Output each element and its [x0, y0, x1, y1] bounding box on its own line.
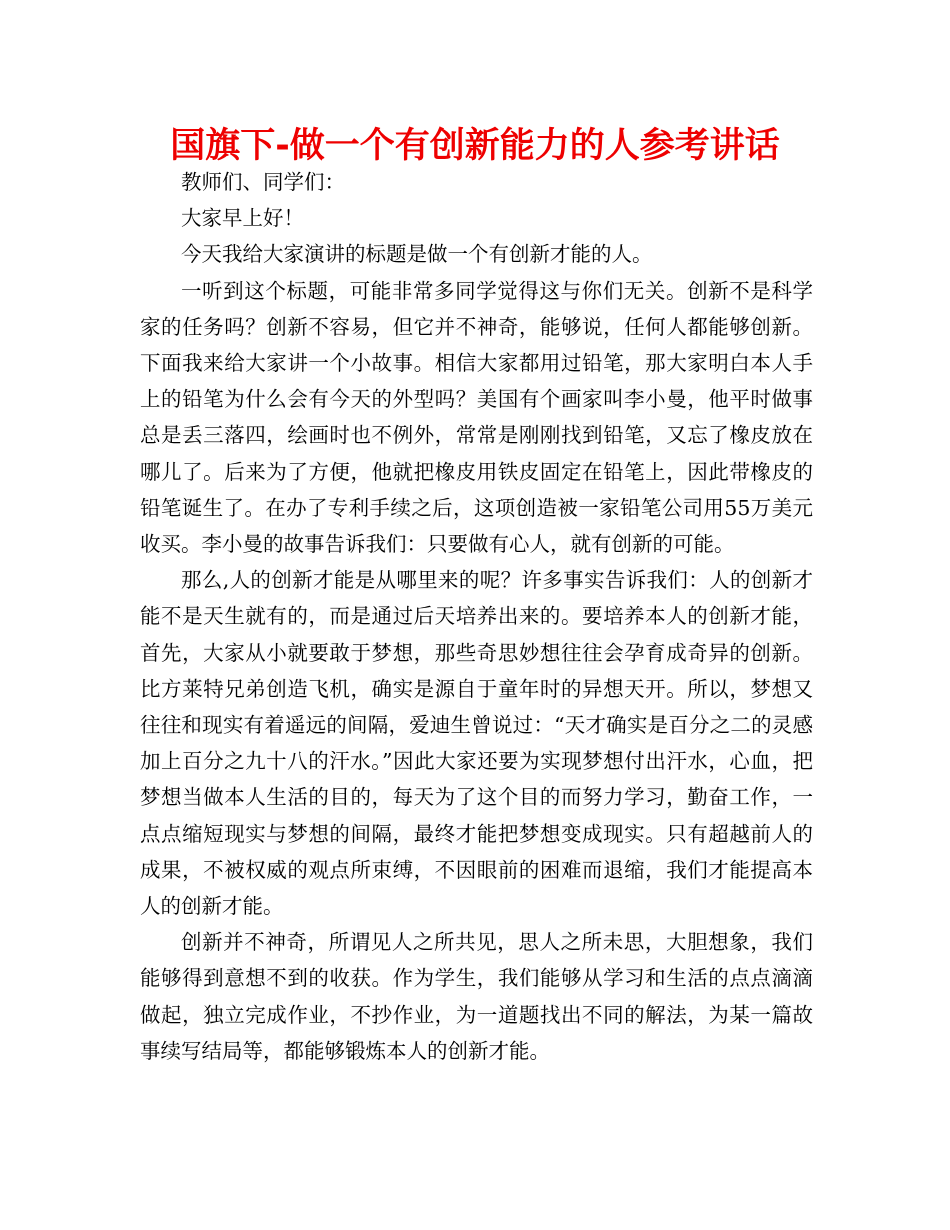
paragraph-greeting: 大家早上好！ — [181, 206, 304, 231]
paragraph-story: 一听到这个标题，可能非常多同学觉得这与你们无关。创新不是科学家的任务吗？创新不容易，但它并不神奇，能够说，任何人都能够创新。下面我来给大家讲一个小故事。相信大家都用过铅笔，那大家明白本人手上的铅笔为什么会有今天的外型吗？美国有个画家叫李小曼，他平时做事总是丢三落四，绘画时也不例外，常常是刚刚找到铅笔，又忘了橡皮放在哪儿了。后来为了方便，他就把橡皮用铁皮固定在铅笔上，因此带橡皮的铅笔诞生了。在办了专利手续之后，这项创造被一家铅笔公司用55万美元收买。李小曼的故事告诉我们：只要做有心人，就有创新的可能。 — [140, 278, 813, 557]
paragraph-salutation: 教师们、同学们： — [181, 170, 345, 194]
paragraph-conclusion: 创新并不神奇，所谓见人之所共见，思人之所未思，大胆想象，我们能够得到意想不到的收获。作为学生，我们能够从学习和生活的点点滴滴做起，独立完成作业，不抄作业，为一道题找出不同的解法，为某一篇故事续写结局等，都能够锻炼本人的创新才能。 — [140, 930, 813, 1063]
paragraph-topic: 今天我给大家演讲的标题是做一个有创新才能的人。 — [181, 242, 653, 267]
document-body — [140, 164, 813, 1069]
paragraph-cultivation: 那么,人的创新才能是从哪里来的呢？许多事实告诉我们：人的创新才能不是天生就有的，而是通过后天培养出来的。要培养本人的创新才能，首先，大家从小就要敢于梦想，那些奇思妙想往往会孕育成奇异的创新。比方莱特兄弟创造飞机，确实是源自于童年时的异想天开。所以，梦想又往往和现实有着遥远的间隔，爱迪生曾说过：“天才确实是百分之二的灵感加上百分之九十八的汗水。”因此大家还要为实现梦想付出汗水，心血，把梦想当做本人生活的目的，每天为了这个目的而努力学习，勤奋工作，一点点缩短现实与梦想的间隔，最终才能把梦想变成现实。只有超越前人的成果，不被权威的观点所束缚，不因眼前的困难而退缩，我们才能提高本人的创新才能。 — [140, 568, 813, 919]
document-title: 国旗下-做一个有创新能力的人参考讲话 — [170, 126, 780, 166]
